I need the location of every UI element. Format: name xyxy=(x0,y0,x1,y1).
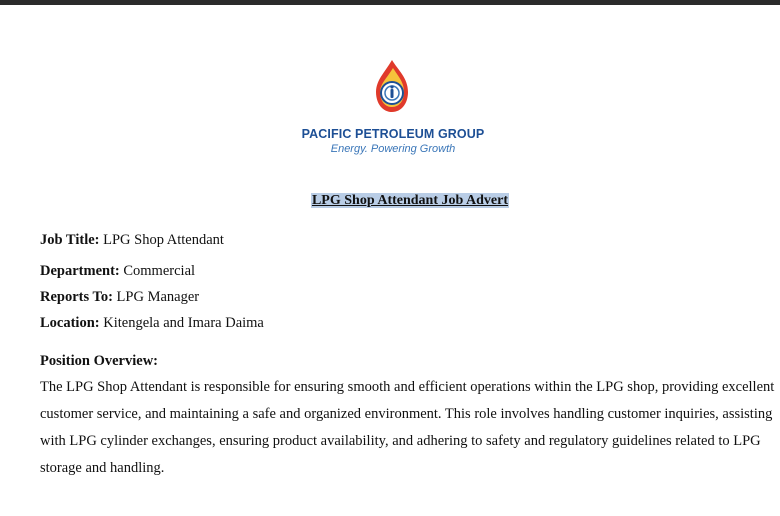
section-heading xyxy=(40,353,158,370)
field-value: LPG Shop Attendant xyxy=(103,232,224,248)
document-title xyxy=(0,193,780,209)
window-top-bar xyxy=(0,0,780,5)
field-job-title xyxy=(40,232,224,249)
field-department xyxy=(40,263,195,280)
field-label: Department: xyxy=(40,263,120,279)
field-value: LPG Manager xyxy=(116,289,200,305)
field-label: Location: xyxy=(40,315,100,331)
flame-drop-logo-icon xyxy=(368,58,416,122)
company-tagline: Energy. Powering Growth xyxy=(330,143,456,155)
company-name: PACIFIC PETROLEUM GROUP xyxy=(301,127,485,141)
document-title-text: LPG Shop Attendant Job Advert xyxy=(311,193,509,208)
company-logo xyxy=(298,58,488,158)
field-reports-to xyxy=(40,289,199,306)
field-location xyxy=(40,315,264,332)
overview-paragraph: The LPG Shop Attendant is responsible for ensuring smooth and efficient operations within the LPG shop, providing excellent customer service, and maintaining a safe and organized environment. This role involves handling customer inquiries, assisting with LPG cylinder exchanges, ensuring product availability, and adhering to safety and regulatory guidelines related to LPG storage and handling. xyxy=(40,379,775,476)
field-label: Job Title: xyxy=(40,232,100,248)
field-label: Reports To: xyxy=(40,289,113,305)
field-value: Kitengela and Imara Daima xyxy=(103,315,264,331)
field-value: Commercial xyxy=(123,263,196,279)
overview-heading: Position Overview: xyxy=(40,353,158,369)
